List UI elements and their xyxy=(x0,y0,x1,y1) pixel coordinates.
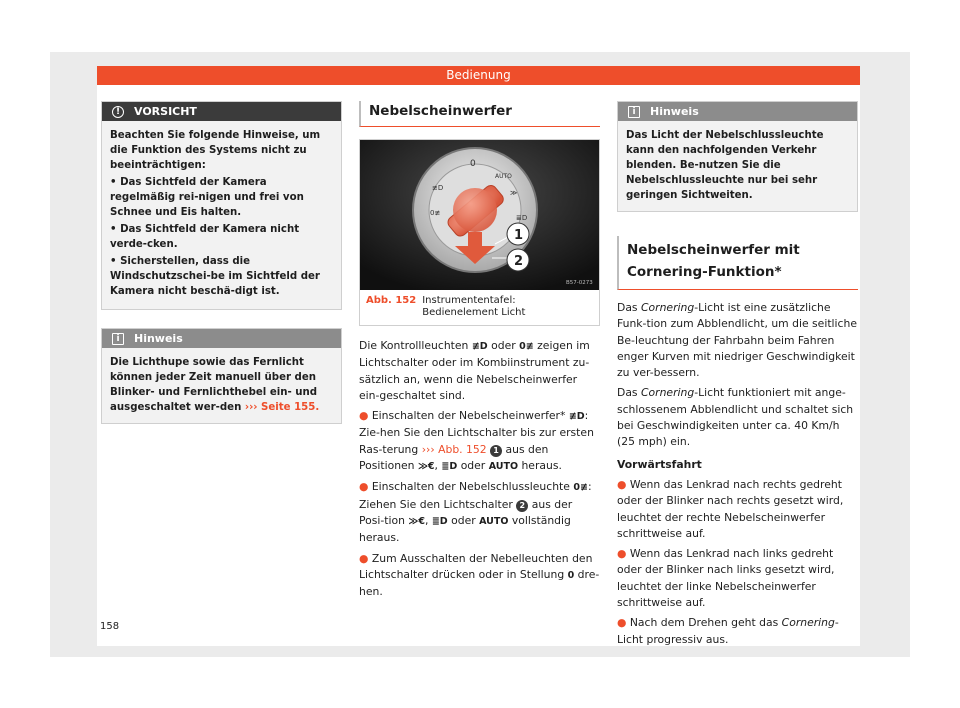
paragraph: Die Kontrollleuchten ≢D oder 0≢ zeigen im Lichtschalter oder im Kombiinstrument zu-sätzlich an, wenn die Nebelscheinwerfer ein-geschaltet sind. xyxy=(359,339,590,402)
section-title-fog-lights: Nebelscheinwerfer xyxy=(359,101,600,127)
list-item: ● Wenn das Lenkrad nach links gedreht oder der Blinker nach links gesetzt wird, leuchtet der linke Nebelscheinwerfer schrittweise auf. xyxy=(617,547,835,610)
info-icon: i xyxy=(112,333,124,345)
fog-light-icon: ≢D xyxy=(568,411,585,423)
note-box-2-header xyxy=(618,102,857,121)
caution-intro: Beachten Sie folgende Hinweise, um die Funktion des Systems nicht zu beeinträchtigen: xyxy=(110,130,321,171)
caution-box xyxy=(101,101,342,310)
figure-number: Abb. 152 xyxy=(366,295,417,306)
low-beam-icon: ≣D xyxy=(431,515,448,527)
column-left xyxy=(101,101,342,424)
parking-light-icon: ≫€ xyxy=(417,461,435,473)
caution-box-header xyxy=(102,102,341,121)
light-switch-image xyxy=(360,140,599,290)
note-2-body: Das Licht der Nebelschlussleuchte kann den nachfolgenden Verkehr blenden. Be-nutzen Sie die Nebelschlussleuchte nur bei sehr geringen Sichtweiten. xyxy=(626,130,824,201)
caution-title: VORSICHT xyxy=(134,105,197,118)
figure-caption xyxy=(360,290,599,325)
subheading-forward: Vorwärtsfahrt xyxy=(617,457,702,471)
dial-label-auto: AUTO xyxy=(495,173,512,180)
section-title-cornering: Nebelscheinwerfer mit Cornering-Funktion* xyxy=(617,236,858,290)
list-item: ● Nach dem Drehen geht das Cornering-Licht progressiv aus. xyxy=(617,616,839,646)
svg-text:2: 2 xyxy=(514,254,524,269)
rear-fog-light-icon: 0≢ xyxy=(430,209,441,217)
fog-light-icon: ≢D xyxy=(471,341,488,352)
rear-fog-light-icon: 0≢ xyxy=(573,482,588,494)
note-1-text: Die Lichthupe sowie das Fernlicht können jeder Zeit manuell über den Blinker- und Fernlichthebel ein- und ausgeschaltet wer-den xyxy=(110,357,318,413)
light-switch-illustration xyxy=(360,140,599,290)
fog-light-icon: ≢D xyxy=(432,184,444,192)
column-right xyxy=(617,101,858,652)
callout-ref-1: 1 xyxy=(490,445,502,457)
low-beam-icon: ≣D xyxy=(441,461,458,473)
figure-code: B57-0273 xyxy=(566,280,593,286)
paragraph: Das Cornering-Licht funktioniert mit ange-schlossenem Abblendlicht und schaltet sich bei Geschwindigkeiten unter ca. 40 Km/h (25 mph) ein. xyxy=(617,386,854,449)
page-link[interactable]: ››› Seite 155. xyxy=(244,402,320,413)
parking-light-icon: ≫ xyxy=(510,189,518,197)
warning-icon: ! xyxy=(112,106,124,118)
figure-light-switch xyxy=(359,139,600,326)
section-header: Bedienung xyxy=(97,66,860,85)
callout-ref-2: 2 xyxy=(516,500,528,512)
caution-body xyxy=(102,121,341,309)
cornering-text xyxy=(617,300,858,648)
list-item: ● Wenn das Lenkrad nach rechts gedreht oder der Blinker nach rechts gesetzt wird, leuchtet der rechte Nebelscheinwerfer schrittweise auf. xyxy=(617,477,844,540)
list-item: ● Zum Ausschalten der Nebelleuchten den Lichtschalter drücken oder in Stellung 0 dre-hen. xyxy=(359,551,600,599)
info-icon: i xyxy=(628,106,640,118)
dial-label-0: 0 xyxy=(470,159,476,169)
note-box-1 xyxy=(101,328,342,424)
auto-icon: AUTO xyxy=(488,461,519,473)
caution-item: • Das Sichtfeld der Kamera nicht verde-cken. xyxy=(110,222,333,252)
svg-text:1: 1 xyxy=(514,228,524,243)
rear-fog-light-icon: 0≢ xyxy=(519,341,534,352)
note-box-1-header xyxy=(102,329,341,348)
caution-item: • Das Sichtfeld der Kamera regelmäßig rei-nigen und frei von Schnee und Eis halten. xyxy=(110,175,333,220)
note-2-title: Hinweis xyxy=(650,105,699,118)
fog-lights-text xyxy=(359,338,600,600)
paragraph: Das Cornering-Licht ist eine zusätzliche Funk-tion zum Abblendlicht, um die seitliche Be-leuchtung der Fahrbahn beim Fahren enger Kurven mit niedriger Geschwindigkeit zu ver-bessern. xyxy=(617,301,857,380)
figure-caption-text: Instrumententafel: Bedienelement Licht xyxy=(422,295,526,318)
column-middle xyxy=(359,101,600,604)
parking-light-icon: ≫€ xyxy=(408,515,425,527)
note-1-body xyxy=(102,348,341,423)
page-number: 158 xyxy=(100,621,120,632)
low-beam-icon: ≣D xyxy=(516,214,528,222)
figure-link[interactable]: ››› Abb. 152 xyxy=(421,442,487,456)
note-1-title: Hinweis xyxy=(134,332,183,345)
auto-icon: AUTO xyxy=(479,515,509,527)
caution-item: • Sicherstellen, dass die Windschutzschei-be im Sichtfeld der Kamera nicht beschä-digt ist. xyxy=(110,254,333,299)
note-box-2 xyxy=(617,101,858,212)
list-item: ● Einschalten der Nebelschlussleuchte 0≢: Ziehen Sie den Lichtschalter 2 aus der Posi-tion ≫€, ≣D oder AUTO vollständig heraus. xyxy=(359,480,592,545)
position-zero-label: 0 xyxy=(567,569,575,581)
list-item: ● Einschalten der Nebelscheinwerfer* ≢D: Zie-hen Sie den Lichtschalter bis zur ersten Ras-terung ››› Abb. 152 1 aus den Positionen ≫€, ≣D oder AUTO heraus. xyxy=(359,409,594,473)
